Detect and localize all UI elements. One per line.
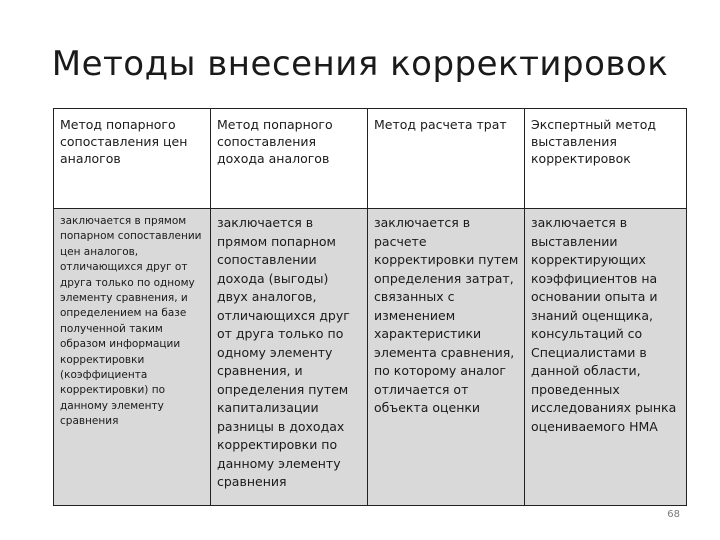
header-cell-expert-method: Экспертный метод выставления корректировок: [525, 109, 687, 209]
cell-expert-method-description: заключается в выставлении корректирующих коэффициентов на основании опыта и знаний оценщика, консультаций со Специалистами в данной области, проведенных исследованиях рынка оцениваемого НМА: [525, 209, 687, 506]
methods-table: [53, 108, 687, 506]
cell-price-pairing-description: заключается в прямом попарном сопоставлении цен аналогов, отличающихся друг от друга только по одному элементу сравнения, и определением на базе полученной таким образом информации корректировки (коэффициента корректировки) по данному элементу сравнения: [54, 209, 211, 506]
cell-cost-calculation-description: заключается в расчете корректировки путем определения затрат, связанных с изменением характеристики элемента сравнения, по которому аналог отличается от объекта оценки: [368, 209, 525, 506]
header-cell-price-pairing: Метод попарного сопоставления цен аналогов: [54, 109, 211, 209]
header-cell-cost-calculation: Метод расчета трат: [368, 109, 525, 209]
slide-title: Методы внесения корректировок: [51, 44, 669, 84]
table-row: [54, 209, 687, 506]
header-cell-income-pairing: Метод попарного сопоставления дохода аналогов: [211, 109, 368, 209]
page-number: 68: [667, 509, 680, 520]
header-row: [54, 109, 687, 209]
cell-income-pairing-description: заключается в прямом попарном сопоставлении дохода (выгоды) двух аналогов, отличающихся друг от друга только по одному элементу сравнения, и определения путем капитализации разницы в доходах корректировки по данному элементу сравнения: [211, 209, 368, 506]
